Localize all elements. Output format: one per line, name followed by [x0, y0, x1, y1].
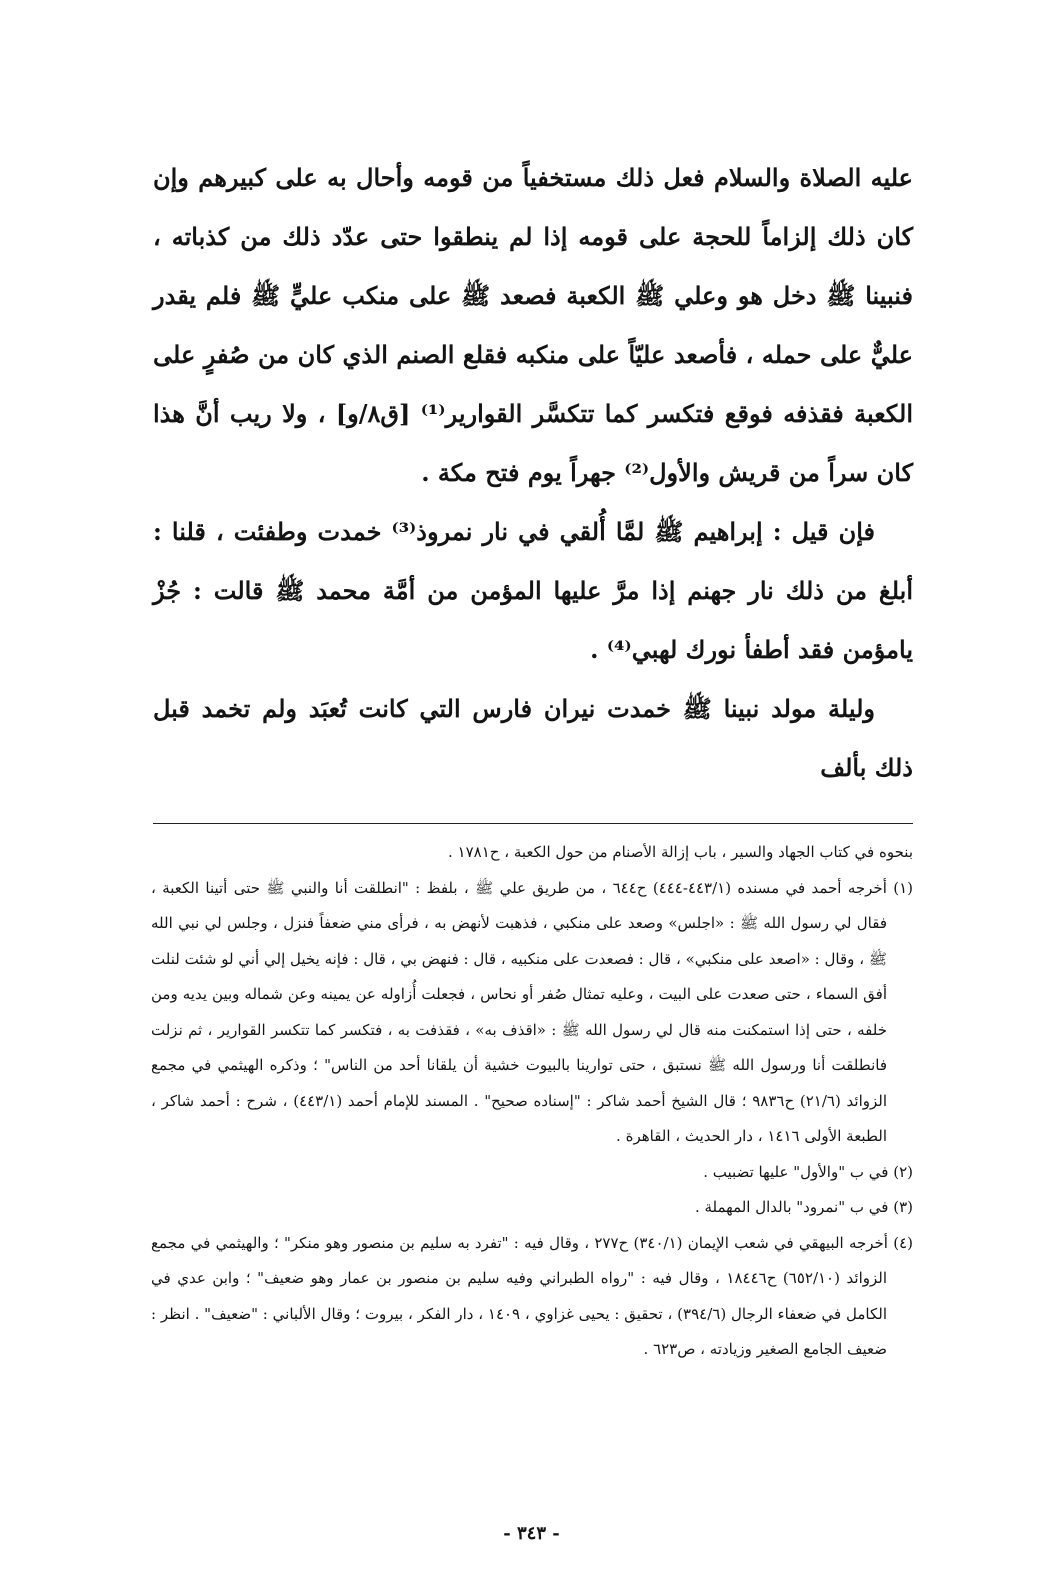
footnote-2: (٢) في ب "والأول" عليها تضبيب .	[703, 1162, 913, 1181]
body-paragraph-2: فإن قيل : إبراهيم ﷺ لمَّا أُلقي في نار نمروذ⁽³⁾ خمدت وطفئت ، قلنا : أبلغ من ذلك نار جهنم إذا مرَّ عليها المؤمن من أمَّة محمد ﷺ قالت : جُزْ يامؤمن فقد أطفأ نورك لهبي⁽⁴⁾ .	[153, 517, 913, 664]
footnote-separator	[153, 823, 913, 824]
footnotes	[151, 835, 913, 1368]
main-body	[153, 148, 913, 797]
body-paragraph-1: عليه الصلاة والسلام فعل ذلك مستخفياً من قومه وأحال به على كبيرهم وإن كان ذلك إلزاماً للحجة على قومه إذا لم ينطقوا حتى عدّد ذلك من كذباته ، فنبينا ﷺ دخل هو وعلي ﷺ الكعبة فصعد ﷺ على منكب عليٍّ ﷺ فلم يقدر عليٌّ على حمله ، فأصعد عليّاً على منكبه فقلع الصنم الذي كان من صُفرٍ على الكعبة فقذفه فوقع فتكسر كما تتكسَّر القوارير⁽¹⁾ [ق٨/و] ، ولا ريب أنَّ هذا كان سراً من قريش والأول⁽²⁾ جهراً يوم فتح مكة .	[153, 163, 914, 487]
footnote-continuation: بنحوه في كتاب الجهاد والسير ، باب إزالة الأصنام من حول الكعبة ، ح١٧٨١ .	[447, 843, 913, 861]
footnote-4: (٤) أخرجه البيهقي في شعب الإيمان (٣٤٠/١) ح٢٧٧ ، وقال فيه : "تفرد به سليم بن منصور وهو منكر" ؛ والهيثمي في مجمع الزوائد (٦٥٢/١٠) ح١٨٤٤٦ ، وقال فيه : "رواه الطبراني وفيه سليم بن منصور بن عمار وهو ضعيف" ؛ وابن عدي في الكامل في ضعفاء الرجال (٣٩٤/٦) ، تحقيق : يحيى غزاوي ، ١٤٠٩ ، دار الفكر ، بيروت ؛ وقال الألباني : "ضعيف" . انظر : ضعيف الجامع الصغير وزيادته ، ص٦٢٣ .	[151, 1233, 914, 1358]
footnote-3: (٣) في ب "نمرود" بالدال المهملة .	[694, 1198, 913, 1216]
page-number: - ٣٤٣ -	[503, 1523, 560, 1544]
footnote-1: (١) أخرجه أحمد في مسنده (٤٤٣/١-٤٤٤) ح٦٤٤ ، من طريق علي ﷺ ، بلفظ : "انطلقت أنا والنبي ﷺ حتى أتينا الكعبة ، فقال لي رسول الله ﷺ : «اجلس» وصعد على منكبي ، فذهبت لأنهض به ، فرأى مني ضعفاً فنزل ، وجلس لي نبي الله ﷺ ، وقال : «اصعد على منكبي» ، قال : فصعدت على منكبيه ، قال : فنهض بي ، قال : فإنه يخيل إلي أني لو شئت لنلت أفق السماء ، حتى صعدت على البيت ، وعليه تمثال صُفر أو نحاس ، فجعلت أُزاوله عن يمينه وعن شماله وبين يديه ومن خلفه ، حتى إذا استمكنت منه قال لي رسول الله ﷺ : «اقذف به» ، فقذفت به ، فتكسر كما تتكسر القوارير ، ثم نزلت فانطلقت أنا ورسول الله ﷺ نستبق ، حتى توارينا بالبيوت خشية أن يلقانا أحد من الناس" ؛ وذكره الهيثمي في مجمع الزوائد (٢١/٦) ح٩٨٣٦ ؛ قال الشيخ أحمد شاكر : "إسناده صحيح" . المسند للإمام أحمد (٤٤٣/١) ، شرح : أحمد شاكر ، الطبعة الأولى ١٤١٦ ، دار الحديث ، القاهرة .	[151, 878, 913, 1145]
body-paragraph-3: وليلة مولد نبينا ﷺ خمدت نيران فارس التي كانت تُعبَد ولم تخمد قبل ذلك بألف	[153, 694, 913, 782]
